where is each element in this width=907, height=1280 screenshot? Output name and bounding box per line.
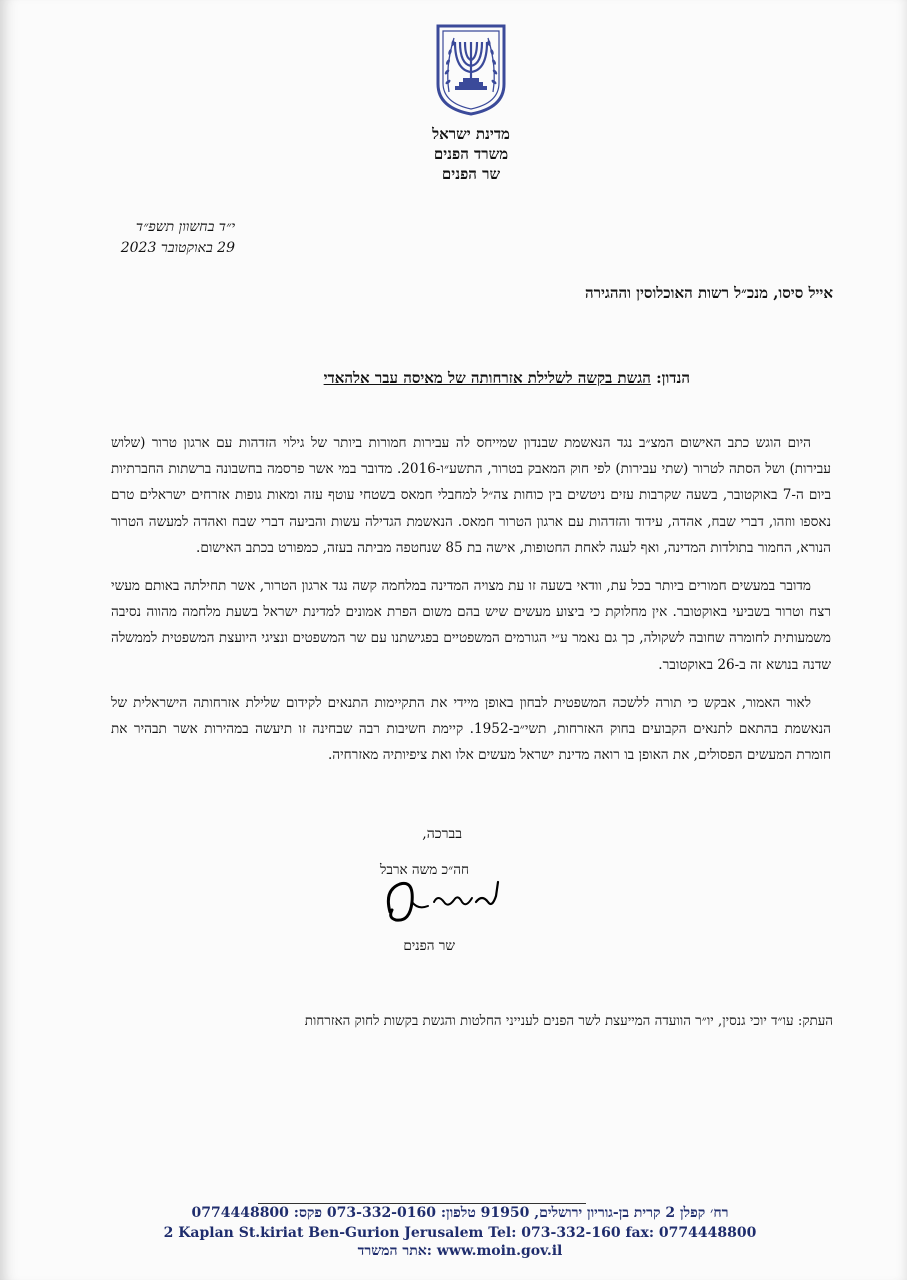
handwritten-signature-icon <box>378 872 504 930</box>
footer-website[interactable]: www.moin.gov.il :אתר המשרד <box>357 1243 563 1259</box>
hebrew-date: י״ד בחשוון תשפ״ד <box>135 219 235 235</box>
footer-address-english: 2 Kaplan St.kiriat Ben-Gurion Jerusalem Tel: 073-332-160 fax: 0774448800 <box>163 1225 757 1241</box>
state-emblem-icon <box>432 22 510 117</box>
greeting: בברכה, <box>422 826 462 842</box>
signer-name: חה״כ משה ארבל <box>380 862 469 878</box>
ministry-name: משרד הפנים <box>433 145 509 163</box>
footer-address-hebrew: רח׳ קפלן 2 קרית בן-גוריון ירושלים, 91950 טלפון: 073-332-0160 פקס: 0774448800 <box>191 1205 729 1221</box>
subject-prefix: הנדון: <box>650 369 690 387</box>
addressee: אייל סיסו, מנכ״ל רשות האוכלוסין וההגירה <box>584 284 833 302</box>
footer-divider <box>258 1203 586 1204</box>
state-name: מדינת ישראל <box>432 125 510 143</box>
letter-body <box>111 430 831 780</box>
letter-dates <box>121 217 235 259</box>
minister-title: שר הפנים <box>441 165 501 183</box>
body-paragraph-2: מדובר במעשים חמורים ביותר בכל עת, וודאי בשעה זו עת מצויה המדינה במלחמה קשה נגד ארגון הטרור, אשר תחילתה באותם מעשי רצח וטרור בשביעי באוקטובר. אין מחלוקת כי ביצוע מעשים שיש בהם משום הפרת אמונים למדינת ישראל בשעת מלחמה מהווה נסיבה משמעותית לחומרה שחובה לשקולה, כך גם נאמר ע״י הגורמים המשפטיים בפגישתנו עם שר המשפטים ונציגי היועצת המשפטית לממשלה שדנה בנושא זה ב-26 באוקטובר. <box>111 578 831 673</box>
body-paragraph-3: לאור האמור, אבקש כי תורה ללשכה המשפטית לבחון באופן מיידי את התקיימות התנאים לקידום שלילת אזרחותה הישראלית של הנאשמת בהתאם לתנאים הקבועים בחוק האזרחות, תשי״ב-1952. קיימת חשיבות רבה שבחינה זו תיעשה במהירות אשר תבהיר את חומרת המעשים הפסולים, את האופן בו רואה מדינת ישראל מעשים אלו ואת ציפיותיה מאזרחיה. <box>111 694 832 764</box>
cc-line: העתק: עו״ד יוכי גנסין, יו״ר הוועדה המייעצת לשר הפנים לענייני החלטות והגשת בקשות לחוק האזרחות <box>304 1014 833 1029</box>
signer-title: שר הפנים <box>403 938 455 954</box>
subject-text: הגשת בקשה לשלילת אזרחותה של מאיסה עבר אלהאדי <box>323 369 651 387</box>
body-paragraph-1: היום הוגש כתב האישום המצ״ב נגד הנאשמת שבנדון שמייחס לה עבירות חמורות ביותר של גילוי הזדהות עם ארגון טרור (שלוש עבירות) ושל הסתה לטרור (שתי עבירות) לפי חוק המאבק בטרור, התשע״ו-2016. מדובר במי אשר פרסמה בחשבונה ברשתות החברתיות ביום ה-7 באוקטובר, בשעה שקרבות עזים ניטשים בין כוחות צה״ל למחבלי חמאס בשטחי עוטף עזה ומאות גופות אזרחים ישראלים טרם נאספו ווזהו, דברי שבח, אהדה, עידוד והזדהות עם ארגון הטרור חמאס. הנאשמת הגדילה עשות והביעה דברי שבח ואהדה למעשה הטרור הנורא, החמור בתולדות המדינה, ואף לעגה לאחת החטופות, אישה בת 85 שנחטפה מביתה בעזה, כמפורט בכתב האישום. <box>111 435 832 556</box>
gregorian-date: 29 באוקטובר 2023 <box>120 240 235 256</box>
subject-line <box>324 369 690 388</box>
letterhead <box>415 124 527 184</box>
